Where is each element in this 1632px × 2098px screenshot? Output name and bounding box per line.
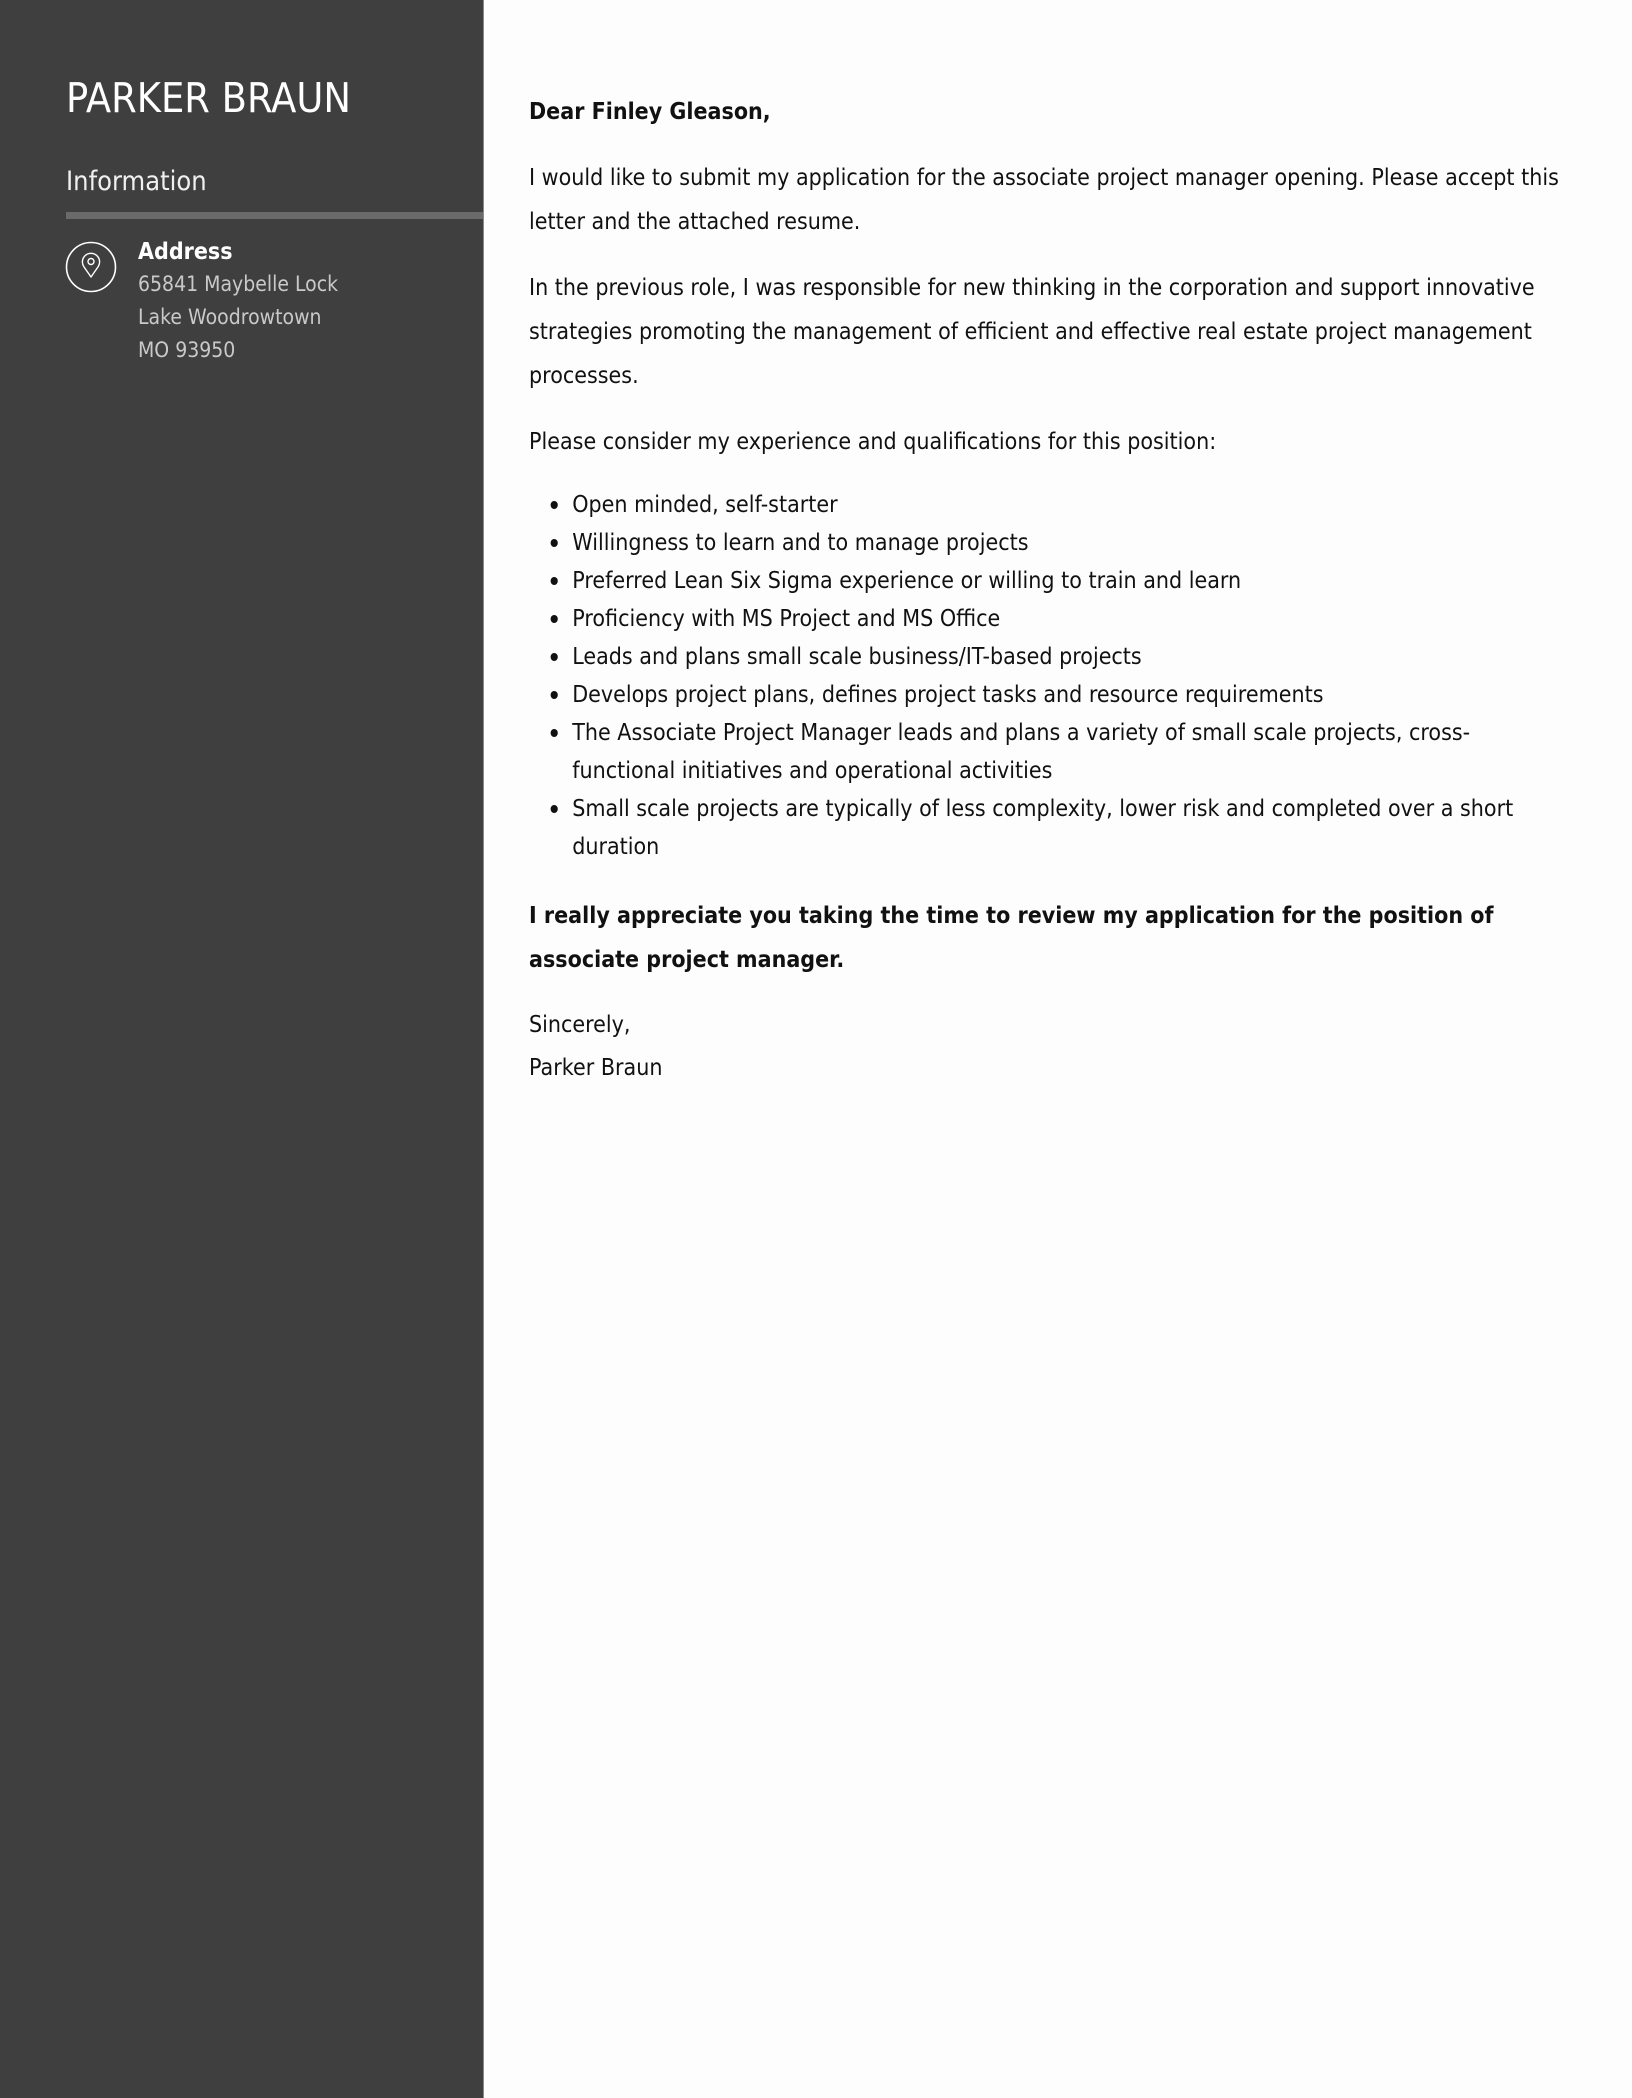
- list-item: [529, 486, 1564, 524]
- section-title-information: Information: [66, 166, 207, 197]
- bullet-icon: [551, 653, 558, 661]
- section-divider: [66, 212, 483, 219]
- bullet-icon: [551, 501, 558, 509]
- letter-body: [529, 90, 1569, 1090]
- list-item: [529, 524, 1564, 562]
- closing-paragraph: I really appreciate you taking the time to review my application for the position of associate project manager.: [529, 903, 1494, 973]
- paragraph-consider: Please consider my experience and qualifications for this position:: [529, 429, 1217, 455]
- signature: Parker Braun: [529, 1055, 663, 1081]
- address-label: Address: [138, 239, 233, 265]
- signoff: Sincerely,: [529, 1012, 631, 1038]
- bullet-icon: [551, 577, 558, 585]
- qualifications-list: [529, 486, 1564, 866]
- list-item-text: Willingness to learn and to manage projects: [572, 530, 1029, 556]
- greeting: Dear Finley Gleason,: [529, 99, 771, 125]
- bullet-icon: [551, 615, 558, 623]
- address-line-3: MO 93950: [138, 338, 236, 362]
- address-block: [138, 236, 338, 367]
- bullet-icon: [551, 539, 558, 547]
- list-item-text: Open minded, self-starter: [572, 492, 838, 518]
- list-item: [529, 600, 1564, 638]
- sidebar: [0, 0, 484, 2098]
- list-item-text: Preferred Lean Six Sigma experience or willing to train and learn: [572, 568, 1242, 594]
- list-item: [529, 790, 1564, 866]
- map-pin-icon: [65, 241, 117, 293]
- list-item-text: Small scale projects are typically of less complexity, lower risk and completed over a short duration: [572, 796, 1514, 860]
- paragraph-intro: I would like to submit my application for the associate project manager opening. Please accept this letter and the attached resume.: [529, 165, 1559, 235]
- list-item-text: Leads and plans small scale business/IT-based projects: [572, 644, 1142, 670]
- list-item: [529, 562, 1564, 600]
- list-item: [529, 676, 1564, 714]
- list-item-text: Proficiency with MS Project and MS Office: [572, 606, 1001, 632]
- bullet-icon: [551, 805, 558, 813]
- address-line-1: 65841 Maybelle Lock: [138, 272, 339, 296]
- list-item-text: Develops project plans, defines project tasks and resource requirements: [572, 682, 1324, 708]
- bullet-icon: [551, 729, 558, 737]
- bullet-icon: [551, 691, 558, 699]
- list-item-text: The Associate Project Manager leads and plans a variety of small scale projects, cross-functional initiatives and operational activities: [572, 720, 1471, 784]
- candidate-name: PARKER BRAUN: [66, 74, 351, 122]
- address-line-2: Lake Woodrowtown: [138, 305, 322, 329]
- list-item: [529, 714, 1564, 790]
- list-item: [529, 638, 1564, 676]
- paragraph-previous-role: In the previous role, I was responsible for new thinking in the corporation and support innovative strategies promoting the management of efficient and effective real estate project management processes.: [529, 275, 1535, 389]
